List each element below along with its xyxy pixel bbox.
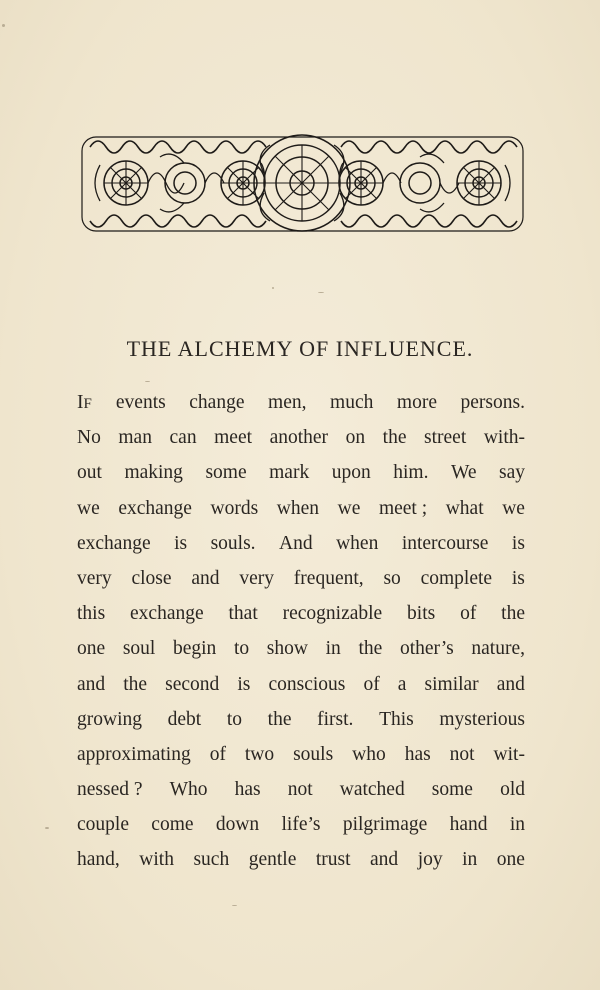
word: one: [496, 849, 525, 871]
word: frequent,: [293, 567, 364, 589]
word: is: [511, 567, 525, 589]
word: is: [237, 673, 251, 695]
word: two: [244, 743, 275, 765]
word: has: [404, 743, 431, 765]
text-line: [77, 561, 525, 596]
word: very: [239, 567, 274, 589]
text-line: [77, 842, 525, 877]
word: in: [509, 814, 525, 836]
word: souls: [293, 743, 334, 765]
word: the: [382, 427, 407, 449]
word: pilgrimage: [342, 814, 428, 836]
word: not: [449, 743, 475, 765]
word: exchange: [118, 497, 192, 519]
word: show: [266, 638, 308, 660]
word: This: [379, 708, 414, 730]
paper-speck: [2, 24, 5, 27]
word: we: [502, 497, 525, 519]
paper-speck: [232, 905, 237, 906]
word: in: [462, 849, 478, 871]
paper-speck: [318, 292, 324, 293]
word: of: [209, 743, 226, 765]
word: street: [424, 427, 467, 449]
word: we: [337, 497, 361, 519]
word: exchange: [77, 532, 151, 554]
text-line: [77, 737, 525, 772]
word: soul: [122, 638, 156, 660]
word: events: [115, 392, 166, 413]
text-line: [77, 491, 525, 526]
word: come: [151, 814, 194, 836]
word: a: [397, 673, 407, 695]
word: what: [445, 497, 484, 519]
word: and: [77, 673, 106, 695]
word: of: [460, 603, 477, 625]
word: life’s: [281, 814, 321, 836]
word: meet: [214, 427, 253, 449]
word: other’s: [399, 638, 454, 660]
floral-scroll-headpiece-icon: [80, 125, 525, 243]
word: nature,: [471, 638, 525, 660]
word: bits: [407, 603, 436, 625]
word: the: [123, 673, 148, 695]
word: more: [396, 392, 437, 413]
word: gentle: [248, 849, 297, 871]
word: hand: [449, 814, 488, 836]
word: to: [226, 708, 243, 730]
paper-speck: [145, 381, 150, 382]
word: is: [174, 532, 188, 554]
word: and: [191, 567, 220, 589]
word: old: [500, 779, 525, 801]
word: begin: [172, 638, 217, 660]
word: joy: [417, 849, 443, 871]
word: can: [169, 427, 197, 449]
word: men,: [268, 392, 307, 413]
word: first.: [317, 708, 354, 730]
word: to: [233, 638, 250, 660]
word: complete: [420, 567, 493, 589]
word: intercourse: [401, 532, 489, 554]
chapter-title: THE ALCHEMY OF INFLUENCE.: [126, 336, 474, 361]
word: another: [269, 427, 329, 449]
paper-speck: [45, 827, 49, 829]
text-line: [77, 455, 525, 490]
word: persons.: [460, 392, 525, 413]
word: with-: [483, 427, 525, 449]
word: approximating: [77, 743, 191, 765]
word: change: [189, 392, 245, 413]
word: when: [276, 497, 320, 519]
word: nessed ?: [77, 779, 143, 801]
word: much: [330, 392, 374, 413]
word: trust: [315, 849, 351, 871]
word: some: [431, 779, 473, 801]
word: meet ;: [378, 497, 428, 519]
word: very: [77, 567, 112, 589]
word: words: [210, 497, 259, 519]
word: of: [363, 673, 380, 695]
word: exchange: [130, 603, 204, 625]
word: the: [501, 603, 525, 625]
text-line: [77, 667, 525, 702]
word: who: [352, 743, 386, 765]
word: upon: [331, 462, 371, 484]
word: And: [279, 532, 313, 554]
word: We: [450, 462, 477, 484]
word: No: [77, 427, 101, 449]
text-line: [77, 420, 525, 455]
body-paragraph: [77, 385, 525, 878]
word: when: [336, 532, 379, 554]
drop-word: [77, 385, 92, 420]
word: so: [383, 567, 401, 589]
word: growing: [77, 708, 142, 730]
word: souls.: [210, 532, 256, 554]
initial-letter: I: [77, 392, 84, 413]
text-line: [77, 385, 525, 420]
word: wit-: [493, 743, 525, 765]
word: him.: [393, 462, 429, 484]
word: say: [499, 462, 525, 484]
word: mysterious: [439, 708, 525, 730]
word: close: [131, 567, 172, 589]
word: out: [77, 462, 102, 484]
word: that: [228, 603, 258, 625]
word: in: [325, 638, 341, 660]
word: conscious: [268, 673, 346, 695]
word: Who: [169, 779, 208, 801]
word: watched: [339, 779, 405, 801]
word: with: [139, 849, 174, 871]
word: second: [165, 673, 220, 695]
text-line: [77, 526, 525, 561]
word: the: [358, 638, 383, 660]
small-cap-letters: F: [83, 396, 93, 412]
word: making: [124, 462, 183, 484]
word: this: [77, 603, 106, 625]
word: similar: [424, 673, 479, 695]
word: debt: [167, 708, 202, 730]
word: one: [77, 638, 106, 660]
word: is: [511, 532, 525, 554]
word: and: [496, 673, 525, 695]
word: we: [77, 497, 100, 519]
text-line: [77, 772, 525, 807]
word: some: [205, 462, 247, 484]
word: such: [193, 849, 230, 871]
text-line: [77, 702, 525, 737]
word: on: [345, 427, 366, 449]
word: and: [370, 849, 399, 871]
word: has: [234, 779, 261, 801]
paper-speck: [272, 287, 274, 289]
text-line: [77, 807, 525, 842]
word: the: [267, 708, 292, 730]
word: not: [287, 779, 313, 801]
word: man: [118, 427, 152, 449]
word: couple: [77, 814, 129, 836]
text-line: [77, 631, 525, 666]
word: mark: [269, 462, 310, 484]
word: down: [215, 814, 260, 836]
word: hand,: [77, 849, 120, 871]
word: recognizable: [282, 603, 383, 625]
text-line: [77, 596, 525, 631]
